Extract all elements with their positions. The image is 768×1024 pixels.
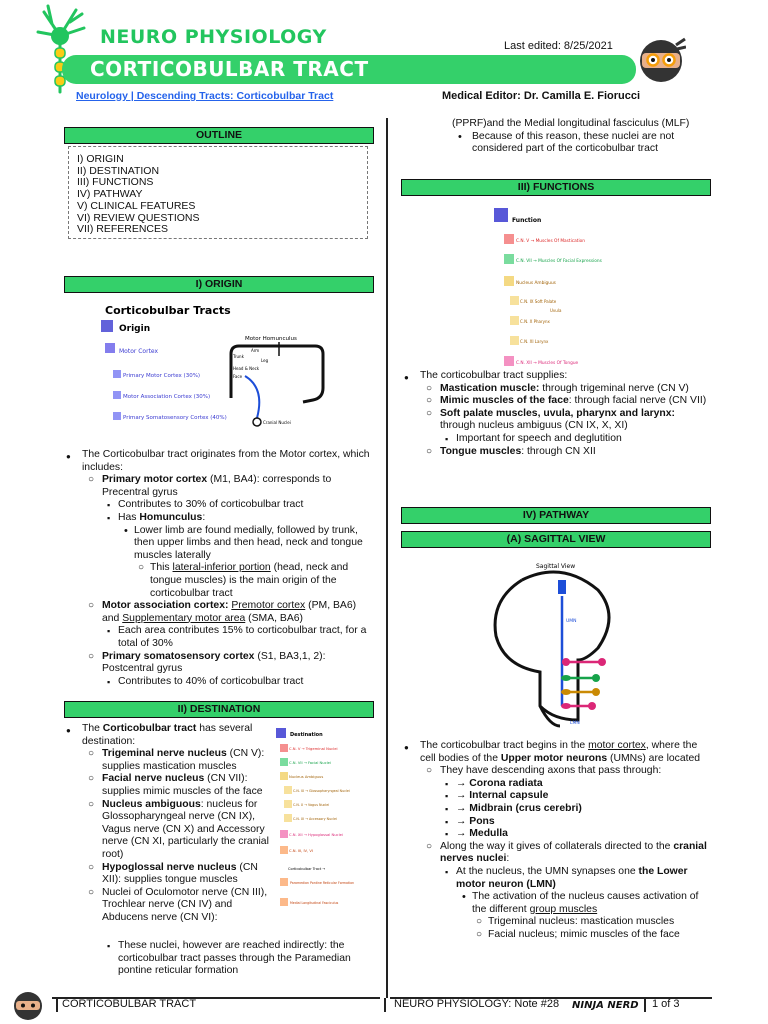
list-item: ▪ → Corona radiata (404, 778, 712, 791)
outline-item[interactable]: VII) REFERENCES (77, 223, 169, 236)
homunculus-trunk: Trunk (233, 354, 244, 359)
function-row: C.N. V → Muscles Of Mastication (516, 239, 586, 244)
function-row: C.N. IX Soft Palate (520, 299, 557, 304)
ninja-mascot-icon (636, 35, 686, 85)
list-item: ○ Tongue muscles: through CN XII (404, 446, 712, 459)
outline-item[interactable]: III) FUNCTIONS (77, 176, 154, 189)
medical-editor: Medical Editor: Dr. Camilla E. Fiorucci (442, 90, 641, 102)
origin-figure-label: Origin (119, 324, 151, 334)
list-item: ○ Motor association cortex: Premotor cortex (PM, BA6) and Supplementary motor area (SMA, BA6) (66, 600, 372, 625)
breadcrumb[interactable]: Neurology | Descending Tracts: Corticobulbar Tract (76, 90, 334, 102)
homunculus-label: Motor Homunculus (245, 336, 297, 342)
origin-heading: I) ORIGIN (64, 276, 374, 293)
primary-motor-label: Primary Motor Cortex (30%) (123, 373, 201, 379)
function-row: C.N. X Pharynx (520, 319, 550, 324)
dest-row: C.N. V → Trigeminal Nuclei (289, 747, 338, 751)
dest-row: C.N. XI → Accessory Nuclei (293, 817, 337, 821)
dest-row: Nucleus Ambiguus (289, 775, 324, 779)
function-row: C.N. XII → Muscles Of Tongue (516, 361, 579, 366)
sagittal-view-title: Sagittal View (536, 563, 576, 570)
sagittal-view-figure (470, 556, 670, 734)
list-item: ○ Hypoglossal nerve nucleus (CN XII): supplies tongue muscles (66, 862, 270, 887)
footer-title: CORTICOBULBAR TRACT (62, 998, 197, 1010)
outline-item[interactable]: I) ORIGIN (77, 153, 124, 165)
function-row: Nucleus Ambiguus (516, 281, 556, 286)
destination-text (66, 723, 270, 925)
umn-label: UMN (566, 619, 577, 624)
list-item: ○ Along the way it gives of collaterals directed to the cranial nerves nuclei: (404, 841, 712, 866)
list-item: ▪ Has Homunculus: (66, 512, 372, 525)
outline-heading: OUTLINE (64, 127, 374, 144)
dest-row: C.N. X → Vagus Nuclei (293, 803, 330, 807)
dest-row: Corticobulbar Tract → (288, 867, 326, 871)
list-item: ○ Nucleus ambiguous: nucleus for Glossopharyngeal nerve (CN IX), Vagus nerve (CN X) and Accessory nerve (CN XI, particularly the cranial root) (66, 799, 270, 862)
function-row: Uvula (550, 308, 562, 313)
list-item: ○ Soft palate muscles, uvula, pharynx and larynx: through nucleus ambiguus (CN IX, X, XI) (404, 408, 712, 433)
list-item: ▪ At the nucleus, the UMN synapses one the Lower motor neuron (LMN) (404, 866, 712, 891)
dest-row: C.N. III, IV, VI (289, 849, 314, 853)
list-item: ○ Trigeminal nerve nucleus (CN V): supplies mastication muscles (66, 748, 270, 773)
last-edited-date: Last edited: 8/25/2021 (504, 40, 613, 52)
cranial-nuclei-label: Cranial Nuclei (263, 420, 291, 425)
list-item: ▪ → Pons (404, 816, 712, 829)
list-item: • Lower limb are found medially, followed by trunk, then upper limbs and then head, neck and tongue muscles laterally (66, 525, 372, 563)
list-item: ▪ → Internal capsule (404, 790, 712, 803)
list-item: ● The corticobulbar tract supplies: (404, 370, 712, 383)
functions-heading: III) FUNCTIONS (401, 179, 711, 196)
page-title: CORTICOBULBAR TRACT (90, 57, 369, 81)
ninja-footer-icon (12, 990, 44, 1022)
dest-row: Medial Longitudinal Fasciculus (290, 901, 339, 905)
dest-row: C.N. XII → Hypoglossal Nuclei (289, 833, 343, 837)
function-row: C.N. XI Larynx (520, 339, 549, 344)
footer-separator (56, 998, 58, 1012)
homunculus-head-neck: Head & Neck (233, 366, 260, 371)
footer-note: NEURO PHYSIOLOGY: Note #28 (394, 998, 560, 1010)
dest-row: C.N. VII → Facial Nuclei (289, 761, 331, 765)
homunculus-leg: Leg (261, 358, 269, 363)
list-item: ○ Primary motor cortex (M1, BA4): corresponds to Precentral gyrus (66, 474, 372, 499)
homunculus-arm: Arm (251, 348, 260, 353)
list-item: ○ Mimic muscles of the face: through facial nerve (CN VII) (404, 395, 712, 408)
continued-text: (PPRF)and the Medial longitudinal fasciculus (MLF) (452, 118, 690, 129)
subject-title: NEURO PHYSIOLOGY (100, 26, 327, 48)
origin-text (66, 449, 372, 688)
list-item: ○ Facial nerve nucleus (CN VII): supplies mimic muscles of the face (66, 773, 270, 798)
list-item: ○ Facial nucleus; mimic muscles of the face (404, 929, 712, 942)
destination-figure-title: Destination (290, 732, 323, 738)
list-item: ○ Trigeminal nucleus: mastication muscles (404, 916, 712, 929)
footer-separator (384, 998, 386, 1012)
functions-text (404, 370, 712, 458)
outline-item[interactable]: V) CLINICAL FEATURES (77, 199, 196, 212)
dest-row: C.N. IX → Glossopharyngeal Nuclei (293, 789, 350, 793)
destination-heading: II) DESTINATION (64, 701, 374, 718)
list-item: • Because of this reason, these nuclei are not considered part of the corticobulbar tract (400, 131, 712, 156)
footer-separator (644, 998, 646, 1012)
origin-figure (95, 298, 360, 448)
list-item: ▪ → Midbrain (crus cerebri) (404, 803, 712, 816)
destination-text-bottom (66, 940, 372, 978)
function-figure-title: Function (512, 217, 542, 224)
motor-cortex-label: Motor Cortex (119, 348, 159, 355)
destination-figure (274, 724, 378, 920)
pathway-heading: IV) PATHWAY (401, 507, 711, 524)
destination-continued (400, 118, 712, 156)
ninja-nerd-logo: NINJA NERD (572, 1000, 639, 1011)
column-divider (386, 118, 388, 998)
outline-item[interactable]: IV) PATHWAY (77, 188, 143, 201)
origin-key-swatch (101, 320, 113, 332)
outline-item[interactable]: VI) REVIEW QUESTIONS (77, 211, 200, 224)
list-item: ▪ Contributes to 40% of corticobulbar tract (66, 676, 372, 689)
outline-list (68, 146, 368, 239)
pathway-text (404, 740, 712, 942)
list-item: • The activation of the nucleus causes activation of the different group muscles (404, 891, 712, 916)
list-item: ▪ These nuclei, however are reached indirectly: the corticobulbar tract passes through the Paramedian pontine reticular formation (66, 940, 372, 978)
dest-row: Paramedian Pontine Reticular Formation (290, 881, 355, 885)
list-item: ● The Corticobulbar tract has several destination: (66, 723, 270, 748)
origin-figure-title: Corticobulbar Tracts (105, 304, 231, 317)
list-item: ● The corticobulbar tract begins in the motor cortex, where the cell bodies of the Upper motor neurons (UMNs) are located (404, 740, 712, 765)
motor-association-label: Motor Association Cortex (30%) (123, 394, 211, 400)
function-row: C.N. VII → Muscles Of Facial Expressions (516, 259, 602, 264)
list-item: ▪ → Medulla (404, 828, 712, 841)
functions-figure (490, 204, 630, 374)
list-item: ● The Corticobulbar tract originates from the Motor cortex, which includes: (66, 449, 372, 474)
list-item: ○ Mastication muscle: through trigeminal nerve (CN V) (404, 383, 712, 396)
homunculus-face: Face (233, 374, 243, 379)
list-item: ▪ Contributes to 30% of corticobulbar tract (66, 499, 372, 512)
list-item: ○ They have descending axons that pass through: (404, 765, 712, 778)
outline-item[interactable]: II) DESTINATION (77, 164, 160, 177)
list-item: ○ Nuclei of Oculomotor nerve (CN III), Trochlear nerve (CN IV) and Abducens nerve (CN VI): (66, 887, 270, 925)
list-item: ▪ Important for speech and deglutition (404, 433, 712, 446)
page-number: 1 of 3 (652, 998, 680, 1010)
list-item: ○ This lateral-inferior portion (head, neck and tongue muscles) is the main origin of the corticobulbar tract (66, 562, 372, 600)
sagittal-subheading: (A) SAGITTAL VIEW (401, 531, 711, 548)
lmn-label: LMN (570, 721, 580, 726)
somatosensory-label: Primary Somatosensory Cortex (40%) (123, 415, 227, 421)
list-item: ▪ Each area contributes 15% to corticobulbar tract, for a total of 30% (66, 625, 372, 650)
list-item: ○ Primary somatosensory cortex (S1, BA3,1, 2): Postcentral gyrus (66, 651, 372, 676)
